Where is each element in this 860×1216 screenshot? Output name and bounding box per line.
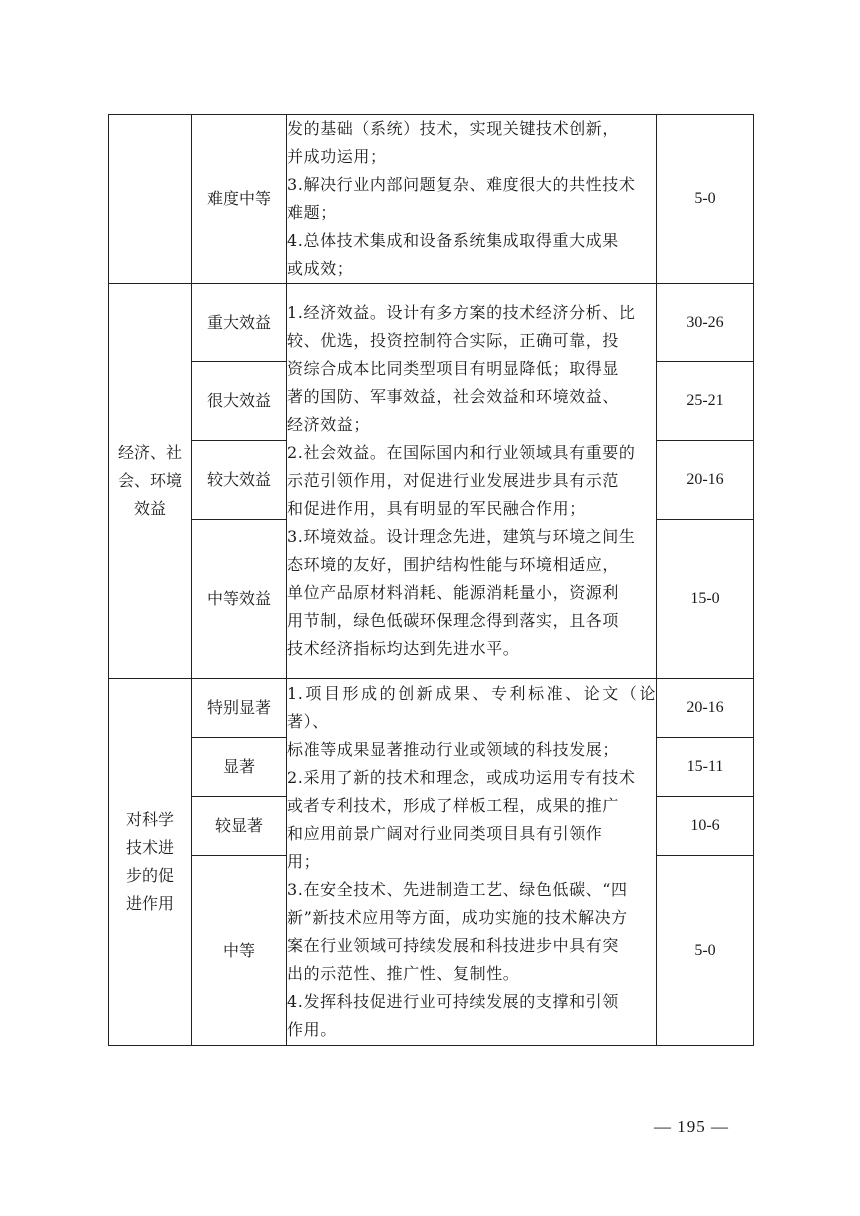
criteria-line: 3.环境效益。设计理念先进，建筑与环境之间生	[287, 527, 636, 546]
criteria-line: 难题；	[287, 203, 337, 222]
category-line: 步的促	[125, 866, 174, 885]
criteria-line: 4.总体技术集成和设备系统集成取得重大成果	[287, 231, 619, 250]
criteria-line: 发的基础（系统）技术，实现关键技术创新，	[287, 119, 620, 138]
category-line: 会、环境	[117, 471, 182, 490]
score-cell: 20-16	[657, 679, 754, 738]
level-cell: 中等效益	[192, 520, 287, 679]
criteria-line: 技术经济指标均达到先进水平。	[287, 639, 520, 658]
criteria-line: 态环境的友好，围护结构性能与环境相适应，	[287, 555, 620, 574]
criteria-line: 出的示范性、推广性、复制性。	[287, 964, 520, 983]
evaluation-table	[108, 114, 754, 1046]
criteria-line: 用节制，绿色低碳环保理念得到落实，且各项	[287, 611, 620, 630]
level-cell: 显著	[192, 738, 287, 797]
criteria-line: 3.解决行业内部问题复杂、难度很大的共性技术	[287, 175, 636, 194]
criteria-line: 著的国防、军事效益，社会效益和环境效益、	[287, 387, 620, 406]
score-cell: 30-26	[657, 284, 754, 362]
level-cell: 难度中等	[192, 115, 287, 284]
criteria-line: 并成功运用；	[287, 147, 387, 166]
criteria-line: 案在行业领域可持续发展和科技进步中具有突	[287, 936, 620, 955]
criteria-cell	[287, 679, 657, 1046]
category-line: 进作用	[125, 894, 174, 913]
level-cell: 重大效益	[192, 284, 287, 362]
criteria-line: 作用。	[287, 1020, 337, 1039]
criteria-line: 和应用前景广阔对行业同类项目具有引领作	[287, 824, 603, 843]
score-cell: 15-11	[657, 738, 754, 797]
score-cell: 5-0	[657, 856, 754, 1046]
category-cell	[109, 679, 192, 1046]
category-line: 技术进	[125, 838, 174, 857]
criteria-line: 或成效；	[287, 259, 354, 278]
criteria-line: 资综合成本比同类型项目有明显降低；取得显	[287, 359, 620, 378]
level-cell: 较大效益	[192, 441, 287, 520]
criteria-line: 1.项目形成的创新成果、专利标准、论文（论著）、	[287, 684, 656, 731]
criteria-cell	[287, 284, 657, 679]
criteria-line: 和促进作用，具有明显的军民融合作用；	[287, 499, 586, 518]
criteria-line: 2.采用了新的技术和理念，或成功运用专有技术	[287, 768, 636, 787]
criteria-cell	[287, 115, 657, 284]
score-cell: 10-6	[657, 797, 754, 856]
category-line: 对科学	[125, 810, 174, 829]
level-cell: 很大效益	[192, 362, 287, 441]
level-cell: 较显著	[192, 797, 287, 856]
table-row	[109, 679, 754, 738]
table-row	[109, 284, 754, 362]
page-number: — 195 —	[654, 1117, 729, 1136]
criteria-line: 或者专利技术，形成了样板工程，成果的推广	[287, 796, 620, 815]
criteria-line: 新”新技术应用等方面，成功实施的技术解决方	[287, 908, 628, 927]
score-cell: 20-16	[657, 441, 754, 520]
criteria-line: 经济效益；	[287, 415, 371, 434]
score-cell: 25-21	[657, 362, 754, 441]
category-cell-empty	[109, 115, 192, 284]
criteria-line: 单位产品原材料消耗、能源消耗量小，资源利	[287, 583, 620, 602]
score-cell: 5-0	[657, 115, 754, 284]
category-line: 经济、社	[117, 443, 182, 462]
category-cell	[109, 284, 192, 679]
criteria-line: 示范引领作用，对促进行业发展进步具有示范	[287, 471, 620, 490]
category-line: 效益	[133, 499, 166, 518]
criteria-line: 2.社会效益。在国际国内和行业领域具有重要的	[287, 443, 636, 462]
level-cell: 中等	[192, 856, 287, 1046]
table-row	[109, 115, 754, 284]
criteria-line: 3.在安全技术、先进制造工艺、绿色低碳、“四	[287, 880, 628, 899]
level-cell: 特别显著	[192, 679, 287, 738]
criteria-line: 用；	[287, 852, 321, 871]
criteria-line: 4.发挥科技促进行业可持续发展的支撑和引领	[287, 992, 619, 1011]
criteria-line: 标准等成果显著推动行业或领域的科技发展；	[287, 740, 620, 759]
score-cell: 15-0	[657, 520, 754, 679]
criteria-line: 较、优选，投资控制符合实际，正确可靠，投	[287, 331, 620, 350]
criteria-line: 1.经济效益。设计有多方案的技术经济分析、比	[287, 303, 636, 322]
